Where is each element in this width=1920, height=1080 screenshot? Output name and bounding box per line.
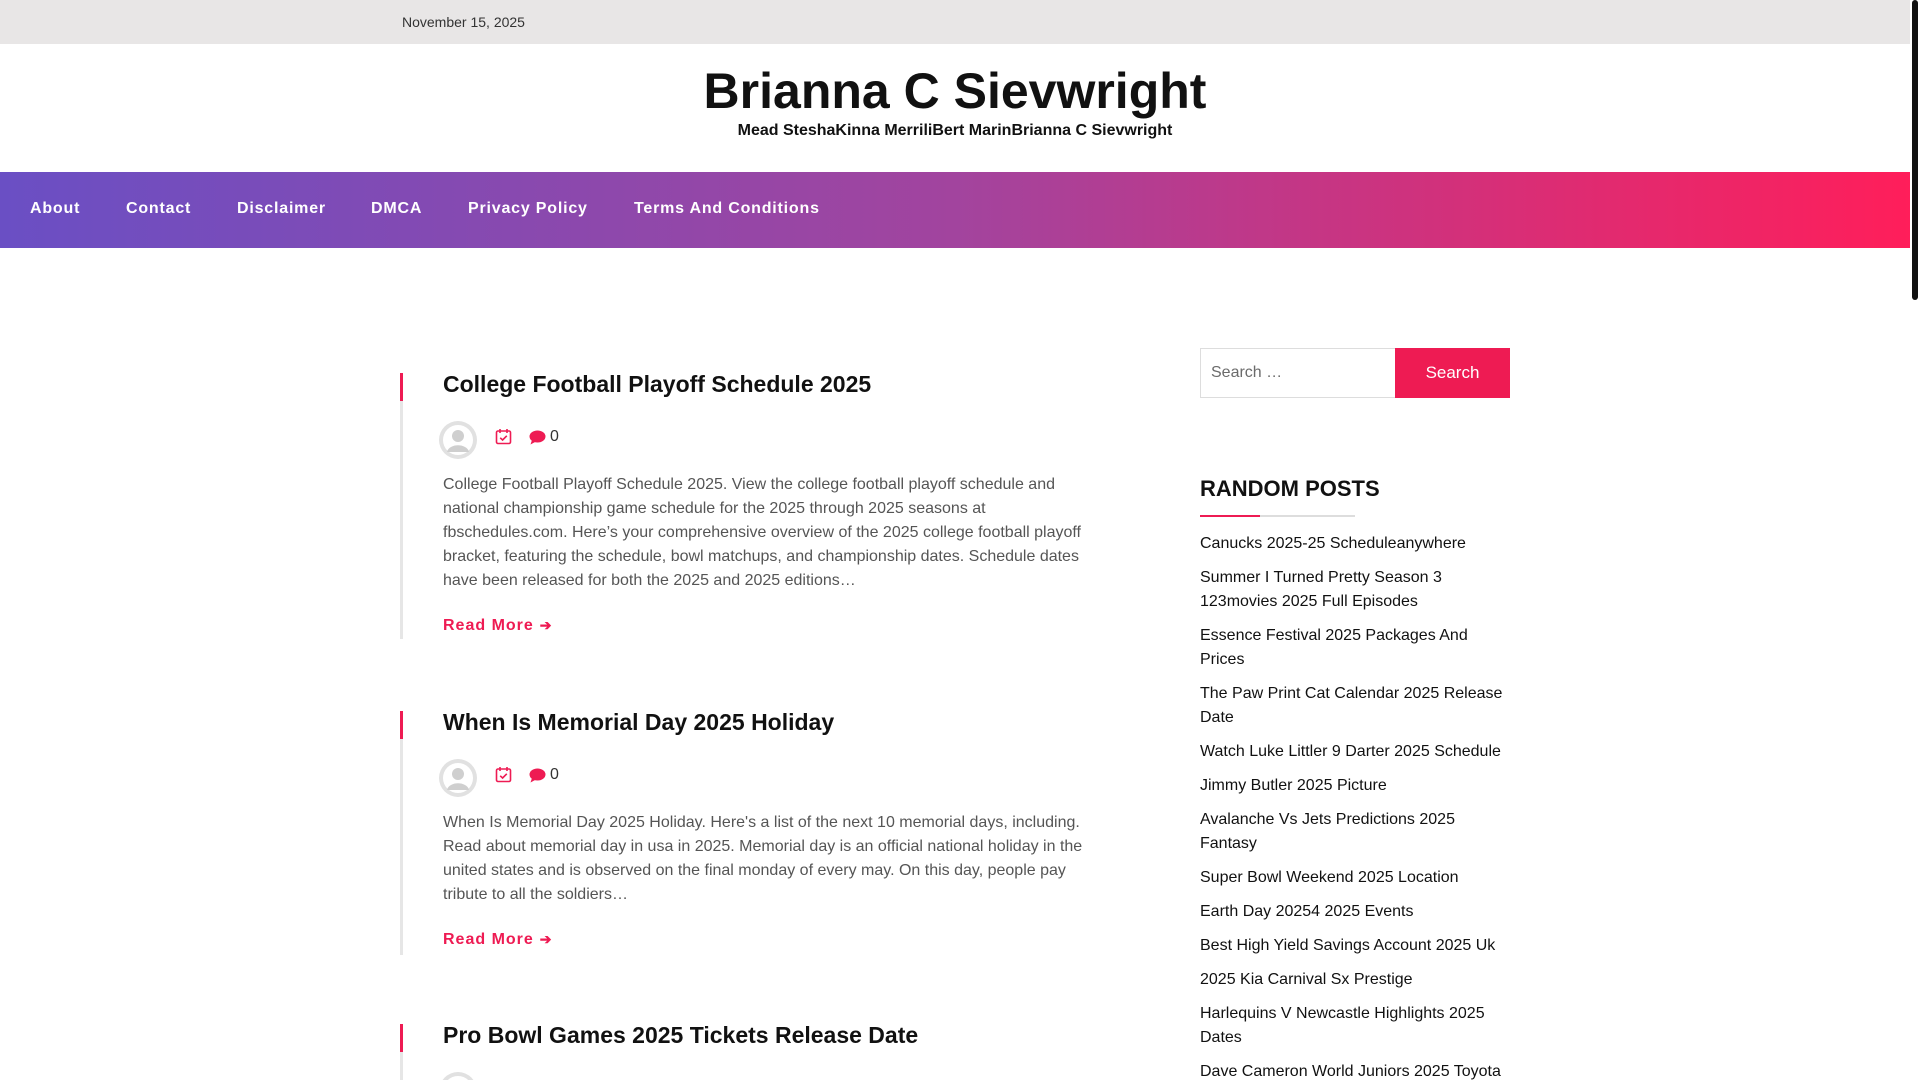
random-post-link[interactable]: Jimmy Butler 2025 Picture [1200, 777, 1387, 794]
nav-item-privacy-policy[interactable]: Privacy Policy [468, 200, 588, 217]
post-card [400, 1024, 1090, 1080]
user-icon [439, 759, 477, 797]
random-post-link[interactable]: Best High Yield Savings Account 2025 Uk [1200, 937, 1496, 954]
arrow-right-icon: ➔ [539, 617, 553, 633]
top-bar [0, 0, 1910, 44]
post-title[interactable]: College Football Playoff Schedule 2025 [443, 371, 872, 397]
user-icon [439, 1072, 477, 1080]
read-more-label: Read More [443, 617, 534, 634]
arrow-right-icon: ➔ [539, 931, 553, 947]
random-post-link[interactable]: Super Bowl Weekend 2025 Location [1200, 869, 1459, 886]
page-scrollbar[interactable] [1910, 0, 1920, 1080]
scrollbar-thumb[interactable] [1912, 0, 1918, 300]
post-accent-bar [400, 711, 403, 739]
post-card [400, 373, 1090, 639]
random-post-link[interactable]: Canucks 2025-25 Scheduleanywhere [1200, 535, 1466, 552]
random-post-link[interactable]: Essence Festival 2025 Packages And Prices [1200, 627, 1468, 668]
search-button[interactable]: Search [1395, 348, 1510, 398]
author-avatar[interactable] [439, 759, 477, 797]
nav-item-terms-and-conditions[interactable]: Terms And Conditions [634, 200, 820, 217]
nav-item-disclaimer[interactable]: Disclaimer [237, 200, 326, 217]
comment-count[interactable]: 0 [550, 766, 559, 783]
post-title[interactable]: Pro Bowl Games 2025 Tickets Release Date [443, 1022, 919, 1048]
site-description: Mead SteshaKinna MerriliBert MarinBrianna C Sievwright [737, 122, 1173, 139]
comment-count[interactable]: 0 [550, 428, 559, 445]
post-card [400, 711, 1090, 955]
read-more-link[interactable] [443, 617, 553, 635]
random-post-link[interactable]: Avalanche Vs Jets Predictions 2025 Fantasy [1200, 811, 1455, 852]
random-post-link[interactable]: Watch Luke Littler 9 Darter 2025 Schedule [1200, 743, 1501, 760]
random-post-link[interactable]: The Paw Print Cat Calendar 2025 Release Date [1200, 685, 1503, 726]
search-input[interactable] [1200, 348, 1396, 398]
author-avatar[interactable] [439, 1072, 477, 1080]
random-post-link[interactable]: Dave Cameron World Juniors 2025 Toyota [1200, 1063, 1501, 1080]
nav-item-contact[interactable]: Contact [126, 200, 192, 217]
calendar-icon [495, 428, 512, 445]
random-post-link[interactable]: Summer I Turned Pretty Season 3 123movies 2025 Full Episodes [1200, 569, 1442, 610]
main-navigation [0, 172, 1910, 248]
post-title[interactable]: When Is Memorial Day 2025 Holiday [443, 709, 835, 735]
random-post-link[interactable]: Earth Day 20254 2025 Events [1200, 903, 1414, 920]
post-excerpt: When Is Memorial Day 2025 Holiday. Here's a list of the next 10 memorial days, including. Read about memorial day in usa in 2025. Memorial day is an official national holiday in the united states and is observed on the final monday of every may. On this day, people pay tribute to all the soldiers… [443, 814, 1083, 903]
heading-underline [1200, 515, 1355, 517]
author-avatar[interactable] [439, 421, 477, 459]
post-accent-bar [400, 373, 403, 401]
comment-icon[interactable] [529, 430, 546, 445]
current-date: November 15, 2025 [402, 14, 525, 30]
random-post-link[interactable]: 2025 Kia Carnival Sx Prestige [1200, 971, 1413, 988]
random-posts-list [1200, 532, 1515, 1080]
user-icon [439, 421, 477, 459]
post-excerpt: College Football Playoff Schedule 2025. View the college football playoff schedule and national championship game schedule for the 2025 through 2025 seasons at fbschedules.com. Here’s your comprehensive overview of the 2025 college football playoff bracket, featuring the schedule, bowl matchups, and championship dates. Schedule dates have been released for both the 2025 and 2025 editions… [443, 476, 1081, 589]
calendar-icon [495, 766, 512, 783]
site-title[interactable]: Brianna C Sievwright [703, 63, 1207, 119]
post-accent-bar [400, 1024, 403, 1052]
read-more-label: Read More [443, 931, 534, 948]
nav-item-dmca[interactable]: DMCA [371, 200, 423, 217]
random-posts-heading: RANDOM POSTS [1200, 476, 1380, 501]
random-post-link[interactable]: Harlequins V Newcastle Highlights 2025 Dates [1200, 1005, 1485, 1046]
nav-item-about[interactable]: About [30, 200, 81, 217]
read-more-link[interactable] [443, 931, 553, 949]
comment-icon[interactable] [529, 768, 546, 783]
